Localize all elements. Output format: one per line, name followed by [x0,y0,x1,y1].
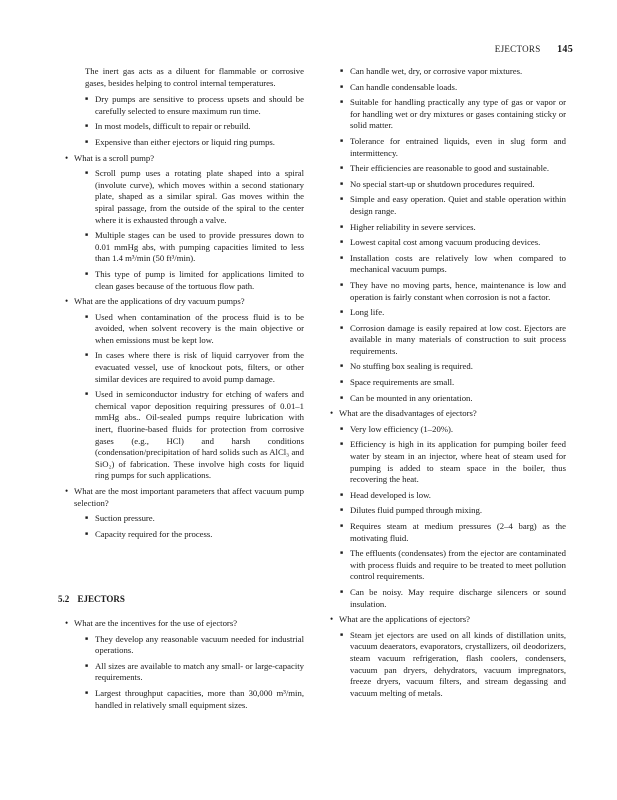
list-item: ■ Suitable for handling practically any type of gas or vapor or for handling wet or dry mixtures or gases containing sticky or solid matter. [340,97,566,132]
list-item: ■ Scroll pump uses a rotating plate shaped into a spiral (involute curve), which moves within a second stationary plate, shaped as a similar spiral. Gas moves within the spiral passage, from the outside of the spiral to the center where it is exhausted through a valve. [85,168,304,226]
list-item: ■ All sizes are available to match any small- or large-capacity requirements. [85,661,304,684]
section-title: EJECTORS [77,594,125,604]
list-item: ■ Installation costs are relatively low when compared to mechanical vacuum pumps. [340,253,566,276]
question: • What is a scroll pump? [65,153,304,165]
question: • What are the applications of ejectors? [330,614,566,626]
page-number: 145 [557,44,573,55]
list-item: ■ Simple and easy operation. Quiet and stable operation within design range. [340,194,566,217]
list-item: ■ Tolerance for entrained liquids, even in slug form and intermittency. [340,136,566,159]
right-column [330,66,566,703]
list-item: ■ Head developed is low. [340,490,566,502]
list-item: ■ In cases where there is risk of liquid carryover from the evacuated vessel, use of knockout pots, filters, or other similar devices are required to avoid pump damage. [85,350,304,385]
list-item: ■ Multiple stages can be used to provide pressures down to 0.01 mmHg abs, with pumping capacities limited to less than 1.4 m³/min (50 ft³/min). [85,230,304,265]
question: • What are the applications of dry vacuum pumps? [65,296,304,308]
list-item: ■ Suction pressure. [85,513,304,525]
question: • What are the disadvantages of ejectors? [330,408,566,420]
list-item: ■ Requires steam at medium pressures (2–4 barg) as the motivating fluid. [340,521,566,544]
list-item: ■ Can handle condensable loads. [340,82,566,94]
list-item: ■ This type of pump is limited for applications limited to clean gases because of the tortuous flow path. [85,269,304,292]
list-item: ■ Efficiency is high in its application for pumping boiler feed water by steam in an injector, where heat of steam used for pumping is added to steam space in the boiler, thus recovering the heat. [340,439,566,485]
list-item: ■ Lowest capital cost among vacuum producing devices. [340,237,566,249]
paragraph: The inert gas acts as a diluent for flammable or corrosive gases, besides helping to control internal temperatures. [85,66,304,88]
ejectors-incentives [65,618,304,715]
list-item: ■ Capacity required for the process. [85,529,304,541]
list-item: ■ Higher reliability in severe services. [340,222,566,234]
list-item: ■ Used in semiconductor industry for etching of wafers and chemical vapor deposition requiring pressures of 0.01–1 mmHg abs.. Oil-sealed pumps require lubrication with inert, fluorine-based fluids for protection from corrosive gases (e.g., HCl) and harsh conditions (condensation/precipitation of hard solids such as AlCl₃ and SiO₂) of fabrication. These involve high costs for liquid ring pumps for such applications. [85,389,304,482]
list-item: ■ Largest throughput capacities, more than 30,000 m³/min, handled in relatively small equipment sizes. [85,688,304,711]
running-title: EJECTORS [494,44,541,54]
section-number: 5.2 [58,594,70,604]
list-item: ■ Expensive than either ejectors or liquid ring pumps. [85,137,304,149]
list-item: ■ Long life. [340,307,566,319]
left-column [58,66,304,544]
section-heading [58,594,125,604]
list-item: ■ No stuffing box sealing is required. [340,361,566,373]
running-header [495,44,573,55]
list-item: ■ Dry pumps are sensitive to process upsets and should be carefully selected to ensure maximum run time. [85,94,304,117]
list-item: ■ They have no moving parts, hence, maintenance is low and operation is fairly constant when corrosion is not a factor. [340,280,566,303]
list-item: ■ In most models, difficult to repair or rebuild. [85,121,304,133]
list-item: ■ They develop any reasonable vacuum needed for industrial operations. [85,634,304,657]
list-item: ■ No special start-up or shutdown procedures required. [340,179,566,191]
list-item: ■ Can handle wet, dry, or corrosive vapor mixtures. [340,66,566,78]
list-item: ■ Corrosion damage is easily repaired at low cost. Ejectors are available in many materials of construction to suit process requirements. [340,323,566,358]
list-item: ■ Steam jet ejectors are used on all kinds of distillation units, vacuum deaerators, evaporators, crystallizers, oil deodorizers, steam vacuum refrigeration, flash coolers, condensers, vacuum pan dryers, dehydrators, vacuum impregnators, freeze dryers, vacuum filters, and stream degassing and vacuum melting of metals. [340,630,566,700]
list-item: ■ Can be mounted in any orientation. [340,393,566,405]
list-item: ■ The effluents (condensates) from the ejector are contaminated with process fluids and require to be treated to meet pollution control requirements. [340,548,566,583]
list-item: ■ Space requirements are small. [340,377,566,389]
list-item: ■ Very low efficiency (1–20%). [340,424,566,436]
question: • What are the most important parameters that affect vacuum pump selection? [65,486,304,509]
list-item: ■ Dilutes fluid pumped through mixing. [340,505,566,517]
list-item: ■ Can be noisy. May require discharge silencers or sound insulation. [340,587,566,610]
question: • What are the incentives for the use of ejectors? [65,618,304,630]
list-item: ■ Their efficiencies are reasonable to good and sustainable. [340,163,566,175]
list-item: ■ Used when contamination of the process fluid is to be avoided, when solvent recovery is the main objective or when emissions must be kept low. [85,312,304,347]
